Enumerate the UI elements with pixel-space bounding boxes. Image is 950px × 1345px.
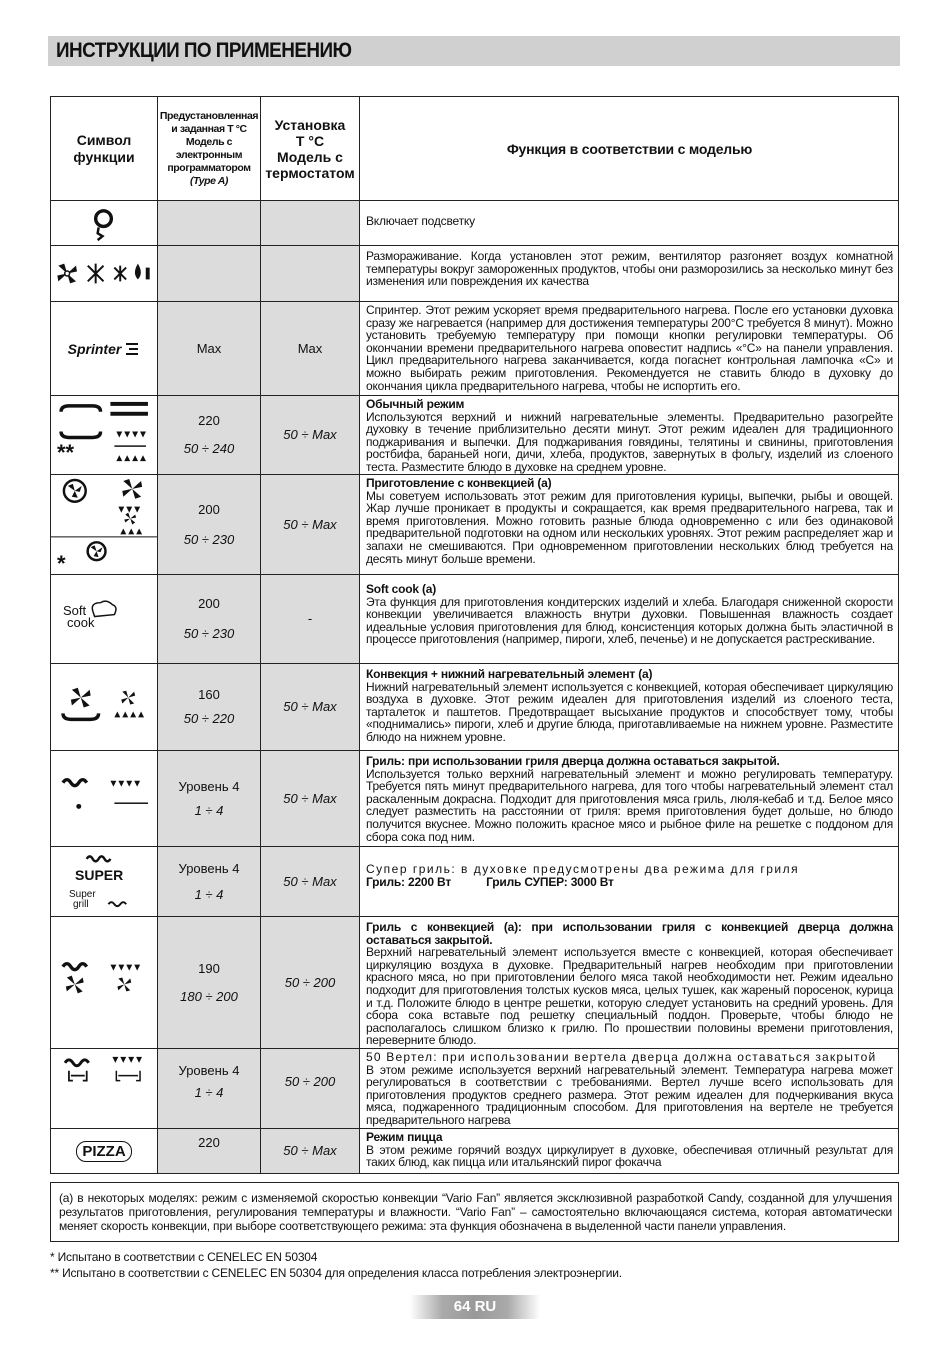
- preset-range: 50 ÷ 230: [183, 531, 235, 547]
- header-thermo-line: Т °С: [295, 132, 325, 149]
- preset-range: 1 ÷ 4: [194, 1085, 224, 1100]
- test-mark: *: [57, 551, 66, 576]
- table-row: [51, 475, 898, 575]
- function-title: Soft cook (a): [366, 582, 437, 596]
- page-title: ИНСТРУКЦИИ ПО ПРИМЕНЕНИЮ: [56, 39, 352, 62]
- preset-value: Уровень 4: [178, 860, 240, 876]
- preset-range: 50 ÷ 230: [183, 626, 235, 641]
- functions-table: [50, 96, 899, 1174]
- function-title: Приготовление с конвекцией (a): [366, 476, 552, 490]
- preset-value: 220: [198, 413, 220, 428]
- table-row: [51, 246, 898, 302]
- header-thermo-line: Установка: [274, 116, 346, 133]
- thermo-value: 50 ÷ Max: [283, 699, 337, 714]
- header-symbol: Символ функции: [51, 97, 158, 200]
- preset-value: 220: [198, 1135, 220, 1150]
- thermo-value: -: [307, 611, 313, 626]
- preset-range: 180 ÷ 200: [180, 988, 238, 1004]
- grill-small-label: grill: [73, 899, 89, 910]
- rotisserie-icon: [51, 1049, 158, 1128]
- header-preset-line: Модель с: [185, 135, 233, 148]
- header-thermostat: [261, 97, 360, 200]
- function-title: Конвекция + нижний нагревательный элемент (a): [366, 667, 653, 681]
- header-preset: [158, 97, 261, 200]
- function-text: Спринтер. Этот режим ускоряет время предварительного нагрева. После его установки духовка сразу же нагревается (например для достижения температуры 200°С требуется 8 минут). Можно установить требуемую температуру при помощи кнопки регулировки температуры. Об окончании времени предварительного нагрева оповестит надпись «°С» на панели управления. Цикл предварительного нагрева заканчивается, когда погаснет контрольная лампочка «С» и можно выбирать режим приготовления. Рекомендуется не ставить блюдо в духовку до окончания цикла предварительного нагрева, чтобы не испортить его.: [366, 303, 893, 393]
- table-row: [51, 751, 898, 847]
- header-preset-line: и заданная Т °С: [171, 122, 247, 135]
- footnote-double: ** Испытано в соответствии с CENELEC EN 50304 для определения класса потребления электроэнергии.: [50, 1266, 622, 1280]
- table-row: [51, 575, 898, 664]
- thermo-value: 50 ÷ 200: [284, 1073, 336, 1089]
- fan-grill-icon: [51, 917, 158, 1048]
- header-bar: [48, 36, 900, 66]
- function-title: Гриль с конвекцией (a): при использовании гриля с конвекцией дверца должна оставаться закрытой.: [366, 920, 893, 947]
- thermo-value: Max: [297, 340, 323, 356]
- page-number: 64 RU: [410, 1295, 540, 1319]
- function-text: Мы советуем использовать этот режим для приготовления курицы, выпечки, рыбы и овощей. Жар лучше проникает в продукты и сокращается, как время предварительного нагрева, так и время приготовления. Можно готовить разные блюда одновременно с или без одинаковой предварительной подготовки на одном или нескольких уровнях. Этот режим распределяет жар и запахи не смешиваются. При одновременном приготовлении нескольких блюд требуется на десять минут больше времени.: [366, 488, 893, 566]
- table-row: [51, 1049, 898, 1129]
- function-text: Используются верхний и нижний нагревательные элементы. Предварительно разогрейте духовку в течение приблизительно десяти минут. Этот режим идеален для традиционного поджаривания и выпечки. Для поджаривания говядины, телятины и свинины, приготовления ростбифа, бараньей ноги, дичи, хлеба, продуктов, завернутых в фольгу, изделий из слоеного теста. Разместите блюдо в духовке на среднем уровне.: [366, 409, 893, 474]
- header-preset-line: (Type A): [189, 174, 229, 187]
- function-text: В этом режиме горячий воздух циркулирует в духовке, обеспечивая отличный результат для таких блюд, как пицца или итальянский пирог фокачча: [366, 1142, 893, 1170]
- preset-value: 200: [198, 596, 220, 611]
- lamp-icon: [51, 201, 158, 245]
- super-label: SUPER: [75, 867, 124, 883]
- function-title: Обычный режим: [366, 397, 465, 411]
- thermo-value: 50 ÷ 200: [284, 974, 336, 990]
- soft-label: Soft: [63, 603, 87, 618]
- preset-value: 200: [198, 501, 220, 517]
- thermo-value: 50 ÷ Max: [283, 516, 337, 532]
- fan-bottom-heat-icon: [51, 664, 158, 750]
- preset-value: Уровень 4: [178, 1063, 240, 1078]
- function-text: Размораживание. Когда установлен этот режим, вентилятор разгоняет воздух комнатной температуры вокруг замороженных продуктов, чтобы они разморозились за несколько минут без изменения или повреждения их качества: [366, 249, 893, 289]
- test-mark: **: [57, 440, 75, 465]
- table-row: [51, 1129, 898, 1173]
- function-text: Включает подсветку: [366, 214, 475, 228]
- header-function: Функция в соответствии с моделью: [506, 141, 753, 158]
- header-preset-line: Предустановленная: [159, 109, 259, 122]
- super-grill-icon: [51, 847, 158, 916]
- super-small-label: Super: [69, 889, 96, 900]
- grill-icon: [51, 751, 158, 846]
- grill-power: Гриль: 2200 Вт: [366, 874, 451, 889]
- pizza-icon: [51, 1129, 158, 1173]
- function-text: Верхний нагревательный элемент используется вместе с конвекцией, которая обеспечивает циркуляцию воздуха в духовке. Предварительный нагрев необходим при приготовлении красного мяса, но при приготовлении белого мяса такой необходимости нет. Режим идеально подходит для приготовления толстых кусков мяса, целых тушек, как жареный поросенок, курица и т.д. Положите блюдо в центре решетки, которую следует установить на средний уровень. Для сбора сока вставьте под решетку специальный поддон. Проверьте, чтобы блюдо не располагалось слишком близко к грилю. По прошествии половины времени приготовления, переверните блюдо.: [366, 945, 893, 1048]
- preset-range: 1 ÷ 4: [194, 802, 224, 818]
- table-header-row: [51, 97, 898, 201]
- defrost-icon: [51, 246, 158, 301]
- function-text: В этом режиме используется верхний нагревательный элемент. Температура нагрева может регулироваться в соответствии с требованиями. Вертел лучше всего использовать для приготовления продуктов среднего размера. Этот режим идеален для подчеркивания вкуса мяса, поджаренного традиционным способом. Для приготовления на вертеле не требуется предварительного нагрева: [366, 1062, 893, 1127]
- header-preset-line: электронным: [175, 148, 243, 161]
- cook-label: cook: [67, 615, 95, 630]
- pizza-label: PIZZA: [76, 1141, 131, 1162]
- table-row: [51, 917, 898, 1049]
- table-row: [51, 396, 898, 475]
- function-text: Нижний нагревательный элемент используется с конвекцией, которая обеспечивает циркуляцию воздуха в духовке. Этот режим идеален для приготовления изделий из слоеного теста, тарталеток и паштетов. Предотвращает высыхание продуктов и способствует тому, чтобы «поднимались» пироги, хлеб и другие блюда, приготавливаемые на нижнем уровне. Разместите блюдо на нижнем уровне.: [366, 679, 893, 744]
- preset-range: 50 ÷ 220: [183, 711, 235, 726]
- footnote-single: * Испытано в соответствии с CENELEC EN 50304: [50, 1250, 318, 1264]
- function-text: Используется только верхний нагревательный элемент и можно регулировать температуру. Требуется пять минут предварительного нагрева, для того чтобы нагревательный элемент стал раскаленным докрасна. Подходит для приготовления мяса гриль, люля-кебаб и т.д. Белое мясо следует разместить на расстоянии от гриля: время приготовления будет дольше, но блюдо получится вкуснее. Можно положить красное мясо и рыбное филе на решетке с поддоном для сбора сока под ним.: [366, 766, 893, 844]
- super-grill-power: Гриль СУПЕР: 3000 Вт: [486, 874, 614, 889]
- thermo-value: 50 ÷ Max: [283, 427, 337, 442]
- fan-convection-icon: [51, 475, 158, 574]
- function-text: Эта функция для приготовления кондитерских изделий и хлеба. Благодаря сниженной скорости конвекции увеличивается влажность внутри духовки. Повышенная влажность создает идеальные условия приготовления для блюд, консистенция которых должна быть эластичной в процессе приготовления (например, пироги, хлеб, печенье) и не допускается растрескивание.: [366, 594, 893, 647]
- table-row: [51, 664, 898, 751]
- preset-range: 50 ÷ 240: [183, 441, 235, 456]
- thermo-value: 50 ÷ Max: [283, 1143, 337, 1158]
- preset-value: 160: [198, 687, 220, 702]
- preset-range: 1 ÷ 4: [194, 886, 224, 902]
- preset-value: 190: [198, 960, 220, 976]
- header-preset-line: программатором: [167, 161, 251, 174]
- header-thermo-line: Модель с: [277, 148, 343, 165]
- function-title: Гриль: при использовании гриля дверца должна оставаться закрытой.: [366, 754, 780, 768]
- soft-cook-icon: [51, 575, 158, 663]
- header-thermo-line: термостатом: [265, 164, 355, 181]
- function-lead: 50 Вертел: при использовании вертела дверца должна оставаться закрытой: [366, 1050, 877, 1064]
- sprinter-icon: [51, 302, 158, 395]
- thermo-value: 50 ÷ Max: [283, 873, 337, 889]
- table-row: [51, 201, 898, 246]
- preset-value: Max: [196, 340, 222, 356]
- thermo-value: 50 ÷ Max: [283, 790, 337, 806]
- table-row: [51, 302, 898, 396]
- table-row: [51, 847, 898, 917]
- sprinter-label: Sprinter: [67, 340, 122, 357]
- function-text: Супер гриль: в духовке предусмотрены два режима для гриля: [366, 862, 800, 876]
- conventional-icon: [51, 396, 158, 474]
- preset-value: Уровень 4: [178, 778, 240, 794]
- vario-fan-note: (a) в некоторых моделях: режим с изменяемой скоростью конвекции “Vario Fan” является эксклюзивной разработкой Candy, созданной для улучшения результатов приготовления, регулирования температуры и влажности. “Vario Fan” – самостоятельно включающаяся система, которая автоматически меняет скорость конвекции, при выборе соответствующего режима: эта функция обозначена в выделенной части панели управления.: [50, 1182, 899, 1242]
- function-title: Режим пицца: [366, 1130, 443, 1144]
